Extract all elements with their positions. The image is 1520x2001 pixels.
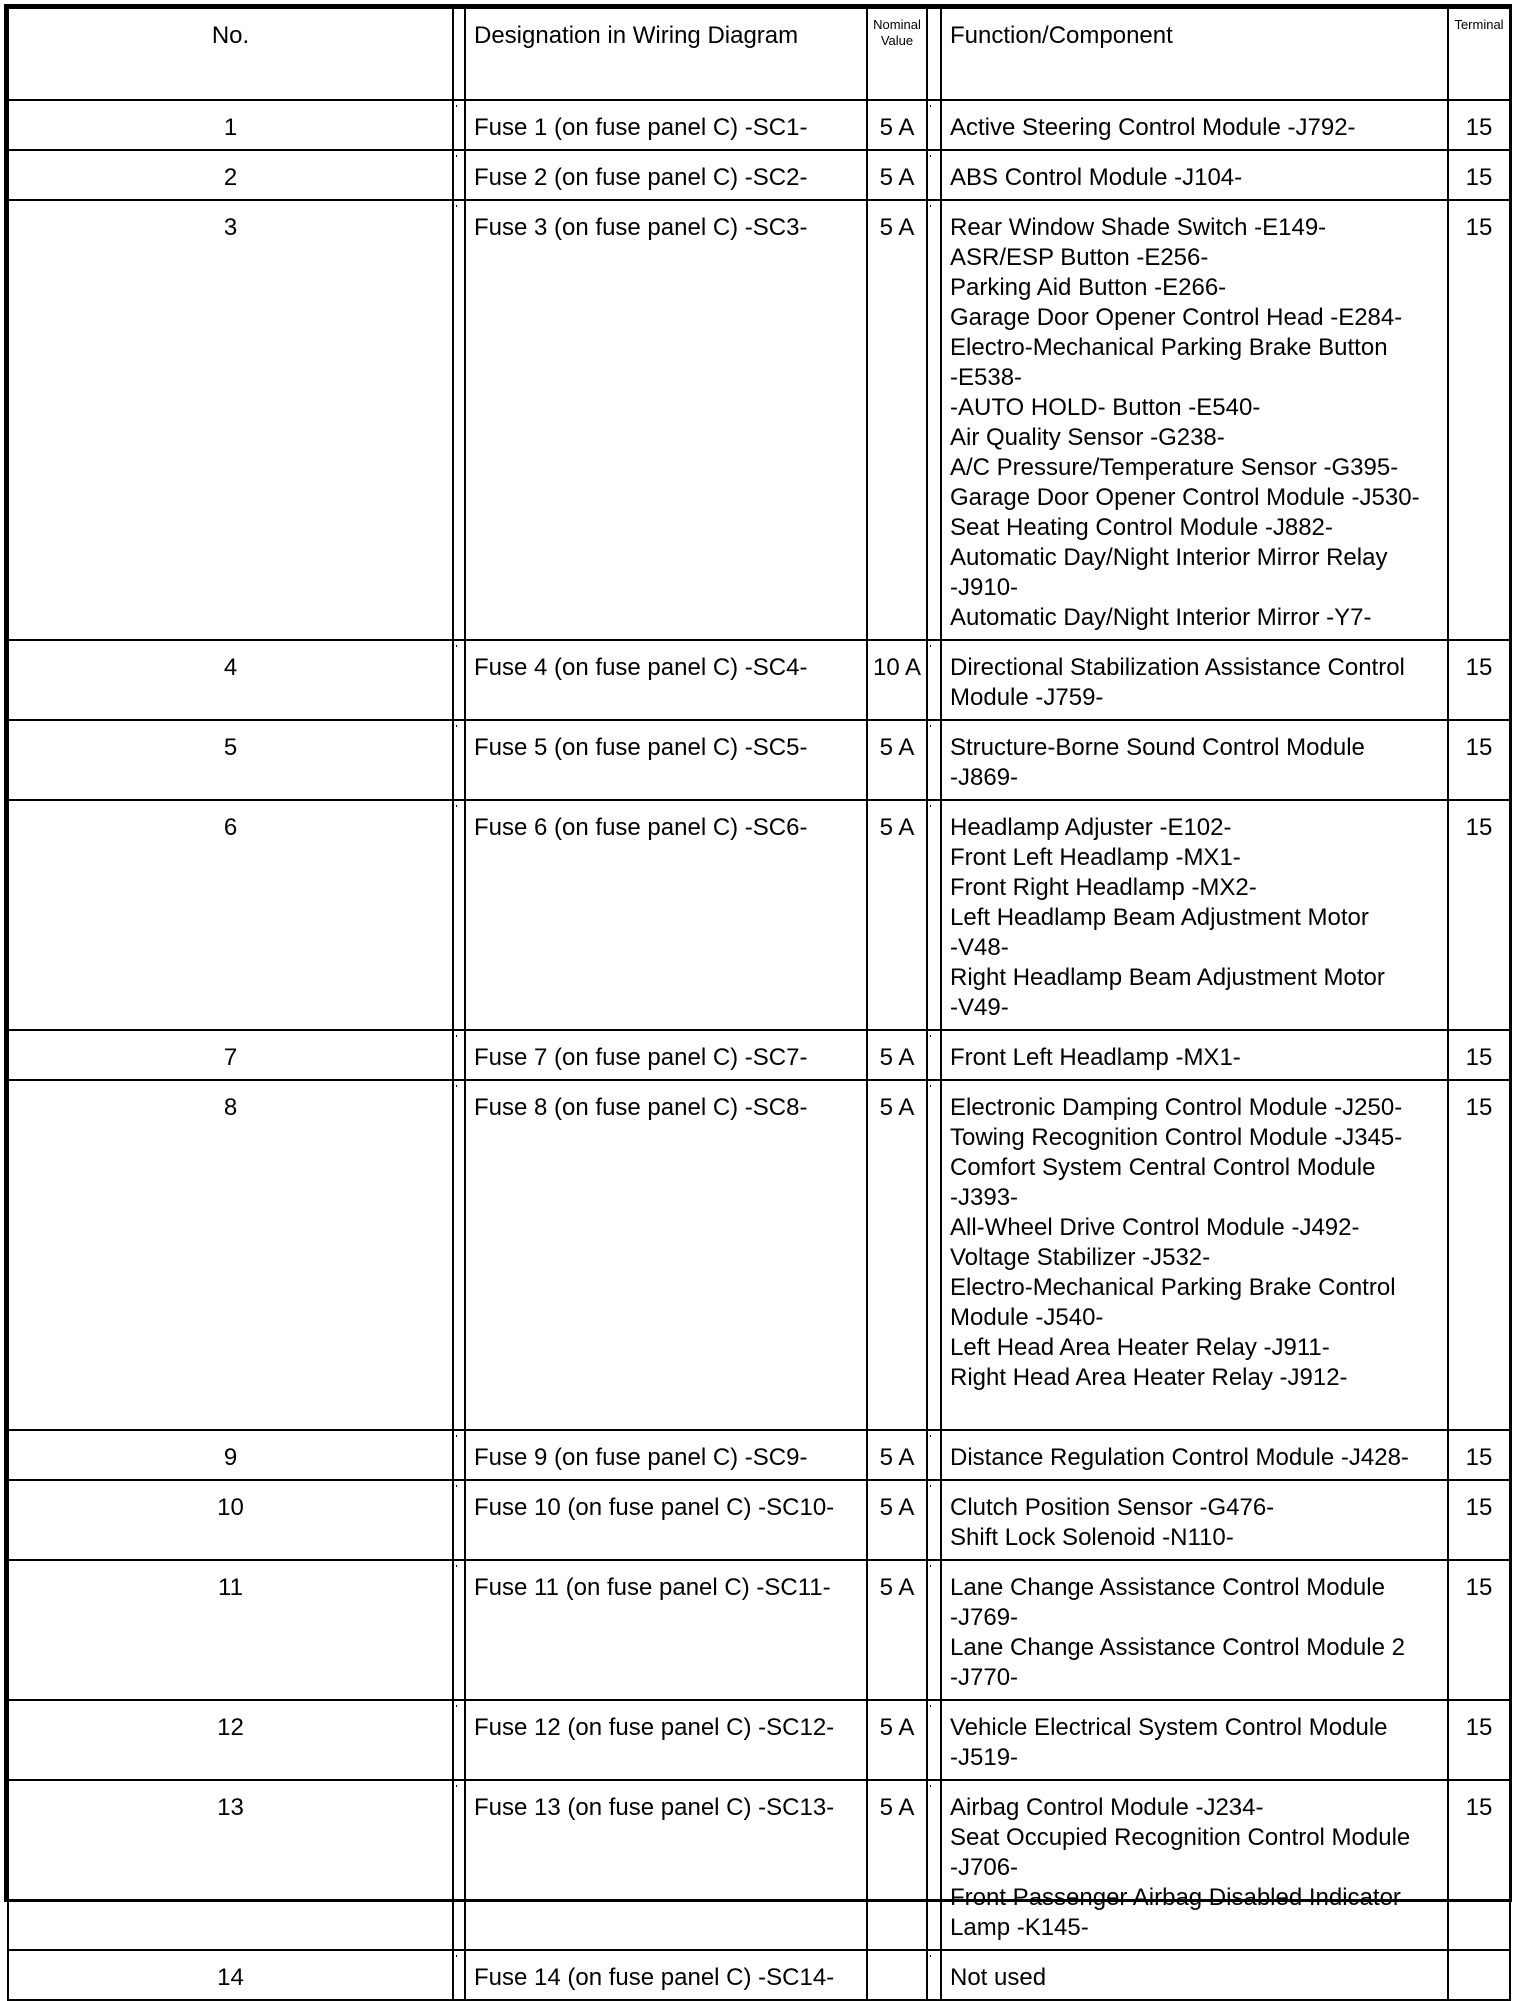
- designation-cell: Fuse 6 (on fuse panel C) -SC6-: [465, 800, 867, 1030]
- function-line: Voltage Stabilizer -J532-: [950, 1244, 1211, 1271]
- table-row: [8, 1030, 1510, 1080]
- spacer-cell: [453, 640, 465, 720]
- row-number: 12: [8, 1700, 453, 1780]
- spacer-cell: [453, 720, 465, 800]
- function-cell: [941, 1080, 1448, 1430]
- tick-mark: [930, 1085, 931, 1087]
- tick-mark: [456, 1705, 457, 1707]
- function-line: Lane Change Assistance Control Module 2: [950, 1634, 1405, 1661]
- terminal-cell: 15: [1448, 720, 1510, 800]
- nominal-value-cell: 5 A: [867, 720, 927, 800]
- function-line: -J706-: [950, 1854, 1019, 1881]
- spacer-cell: [453, 1560, 465, 1700]
- function-line: Garage Door Opener Control Module -J530-: [950, 484, 1420, 511]
- spacer-cell: [927, 1080, 941, 1430]
- function-line: Front Left Headlamp -MX1-: [950, 844, 1241, 871]
- header-designation: Designation in Wiring Diagram: [465, 8, 867, 100]
- function-line: Front Passenger Airbag Disabled Indicator: [950, 1884, 1401, 1911]
- spacer-cell: [453, 1030, 465, 1080]
- function-line: Comfort System Central Control Module: [950, 1154, 1376, 1181]
- nominal-value-cell: 5 A: [867, 1430, 927, 1480]
- function-line: Rear Window Shade Switch -E149-: [950, 214, 1327, 241]
- tick-mark: [930, 105, 931, 107]
- function-cell: [941, 1780, 1448, 1950]
- terminal-cell: 15: [1448, 150, 1510, 200]
- function-line: Front Left Headlamp -MX1-: [950, 1044, 1241, 1071]
- tick-mark: [456, 1565, 457, 1567]
- table-row: [8, 800, 1510, 1030]
- spacer-cell: [453, 1780, 465, 1950]
- table-body: [8, 100, 1510, 2000]
- table-row: [8, 720, 1510, 800]
- nominal-value-cell: 10 A: [867, 640, 927, 720]
- tick-mark: [456, 105, 457, 107]
- nominal-value-cell: 5 A: [867, 1030, 927, 1080]
- header-gap: [453, 8, 465, 100]
- function-cell: [941, 100, 1448, 150]
- terminal-cell: 15: [1448, 1080, 1510, 1430]
- tick-mark: [930, 645, 931, 647]
- tick-mark: [930, 805, 931, 807]
- function-line: Active Steering Control Module -J792-: [950, 114, 1356, 141]
- terminal-cell: 15: [1448, 640, 1510, 720]
- spacer-cell: [453, 1430, 465, 1480]
- table-row: [8, 1780, 1510, 1950]
- spacer-cell: [453, 200, 465, 640]
- designation-cell: Fuse 11 (on fuse panel C) -SC11-: [465, 1560, 867, 1700]
- tick-mark: [930, 1785, 931, 1787]
- row-number: 7: [8, 1030, 453, 1080]
- tick-mark: [456, 805, 457, 807]
- nominal-value-cell: 5 A: [867, 200, 927, 640]
- function-cell: [941, 1480, 1448, 1560]
- row-number: 11: [8, 1560, 453, 1700]
- row-number: 2: [8, 150, 453, 200]
- table-row: [8, 1560, 1510, 1700]
- nominal-value-cell: 5 A: [867, 800, 927, 1030]
- function-line: -AUTO HOLD- Button -E540-: [950, 394, 1261, 421]
- nominal-value-cell: 5 A: [867, 1480, 927, 1560]
- nominal-value-cell: 5 A: [867, 150, 927, 200]
- function-line: Automatic Day/Night Interior Mirror Relay: [950, 544, 1388, 571]
- function-line: -J869-: [950, 764, 1019, 791]
- spacer-cell: [453, 100, 465, 150]
- tick-mark: [456, 1485, 457, 1487]
- table-row: [8, 1430, 1510, 1480]
- row-number: 14: [8, 1950, 453, 2000]
- designation-cell: Fuse 13 (on fuse panel C) -SC13-: [465, 1780, 867, 1950]
- nominal-value-cell: 5 A: [867, 1560, 927, 1700]
- tick-mark: [456, 1085, 457, 1087]
- row-number: 10: [8, 1480, 453, 1560]
- function-line: Distance Regulation Control Module -J428-: [950, 1444, 1409, 1471]
- function-cell: [941, 800, 1448, 1030]
- spacer-cell: [927, 100, 941, 150]
- fuse-table: [7, 7, 1511, 2001]
- table-row: [8, 100, 1510, 150]
- table-row: [8, 640, 1510, 720]
- row-number: 5: [8, 720, 453, 800]
- function-cell: [941, 640, 1448, 720]
- function-line: Left Head Area Heater Relay -J911-: [950, 1334, 1330, 1361]
- function-line: -V49-: [950, 994, 1009, 1021]
- function-line: Module -J759-: [950, 684, 1104, 711]
- designation-cell: Fuse 4 (on fuse panel C) -SC4-: [465, 640, 867, 720]
- function-cell: [941, 1030, 1448, 1080]
- designation-cell: Fuse 5 (on fuse panel C) -SC5-: [465, 720, 867, 800]
- function-line: ASR/ESP Button -E256-: [950, 244, 1209, 271]
- tick-mark: [930, 1565, 931, 1567]
- spacer-cell: [453, 1700, 465, 1780]
- function-line: Electro-Mechanical Parking Brake Button: [950, 334, 1388, 361]
- function-line: All-Wheel Drive Control Module -J492-: [950, 1214, 1360, 1241]
- tick-mark: [456, 1785, 457, 1787]
- function-line: Right Head Area Heater Relay -J912-: [950, 1364, 1348, 1391]
- function-line: -J910-: [950, 574, 1019, 601]
- table-row: [8, 1700, 1510, 1780]
- nominal-value-cell: 5 A: [867, 1780, 927, 1950]
- spacer-cell: [927, 150, 941, 200]
- header-gap: [927, 8, 941, 100]
- row-number: 3: [8, 200, 453, 640]
- function-line: -J770-: [950, 1664, 1019, 1691]
- function-line: -E538-: [950, 364, 1023, 391]
- tick-mark: [930, 725, 931, 727]
- function-cell: [941, 1700, 1448, 1780]
- function-line: Electronic Damping Control Module -J250-: [950, 1094, 1403, 1121]
- tick-mark: [930, 155, 931, 157]
- spacer-cell: [927, 1430, 941, 1480]
- function-line: Airbag Control Module -J234-: [950, 1794, 1264, 1821]
- terminal-cell: 15: [1448, 100, 1510, 150]
- row-number: 13: [8, 1780, 453, 1950]
- spacer-cell: [927, 800, 941, 1030]
- function-line: Left Headlamp Beam Adjustment Motor: [950, 904, 1369, 931]
- function-line: Structure-Borne Sound Control Module: [950, 734, 1365, 761]
- spacer-cell: [453, 1080, 465, 1430]
- table-row: [8, 1480, 1510, 1560]
- row-number: 6: [8, 800, 453, 1030]
- function-line: -V48-: [950, 934, 1009, 961]
- function-line: Lamp -K145-: [950, 1914, 1089, 1941]
- function-line: -J393-: [950, 1184, 1019, 1211]
- tick-mark: [930, 1705, 931, 1707]
- function-line: Front Right Headlamp -MX2-: [950, 874, 1257, 901]
- function-line: Directional Stabilization Assistance Control: [950, 654, 1405, 681]
- designation-cell: Fuse 1 (on fuse panel C) -SC1-: [465, 100, 867, 150]
- designation-cell: Fuse 8 (on fuse panel C) -SC8-: [465, 1080, 867, 1430]
- spacer-cell: [927, 200, 941, 640]
- function-line: Air Quality Sensor -G238-: [950, 424, 1225, 451]
- header-nominal: Nominal Value: [867, 8, 927, 100]
- terminal-cell: [1448, 1950, 1510, 2000]
- function-line: Lane Change Assistance Control Module: [950, 1574, 1385, 1601]
- function-cell: [941, 720, 1448, 800]
- nominal-value-cell: [867, 1950, 927, 2000]
- function-cell: [941, 1560, 1448, 1700]
- function-line: A/C Pressure/Temperature Sensor -G395-: [950, 454, 1399, 481]
- spacer-cell: [927, 1950, 941, 2000]
- nominal-value-cell: 5 A: [867, 1080, 927, 1430]
- function-line: Electro-Mechanical Parking Brake Control: [950, 1274, 1396, 1301]
- function-line: Automatic Day/Night Interior Mirror -Y7-: [950, 604, 1372, 631]
- function-line: Parking Aid Button -E266-: [950, 274, 1227, 301]
- tick-mark: [456, 1955, 457, 1957]
- tick-mark: [456, 1035, 457, 1037]
- terminal-cell: 15: [1448, 800, 1510, 1030]
- function-line: [950, 1393, 1441, 1423]
- function-line: -J769-: [950, 1604, 1019, 1631]
- header-terminal: Terminal: [1448, 8, 1510, 100]
- function-line: ABS Control Module -J104-: [950, 164, 1243, 191]
- terminal-cell: 15: [1448, 200, 1510, 640]
- function-line: Towing Recognition Control Module -J345-: [950, 1124, 1403, 1151]
- spacer-cell: [927, 1030, 941, 1080]
- table-row: [8, 200, 1510, 640]
- terminal-cell: 15: [1448, 1560, 1510, 1700]
- spacer-cell: [453, 800, 465, 1030]
- header-row: [8, 8, 1510, 100]
- function-line: Garage Door Opener Control Head -E284-: [950, 304, 1403, 331]
- row-number: 4: [8, 640, 453, 720]
- table-row: [8, 1950, 1510, 2000]
- function-line: Shift Lock Solenoid -N110-: [950, 1524, 1234, 1551]
- spacer-cell: [927, 1560, 941, 1700]
- header-no: No.: [8, 8, 453, 100]
- function-cell: [941, 200, 1448, 640]
- tick-mark: [930, 205, 931, 207]
- row-number: 1: [8, 100, 453, 150]
- tick-mark: [456, 645, 457, 647]
- terminal-cell: 15: [1448, 1780, 1510, 1950]
- designation-cell: Fuse 9 (on fuse panel C) -SC9-: [465, 1430, 867, 1480]
- terminal-cell: 15: [1448, 1430, 1510, 1480]
- spacer-cell: [927, 720, 941, 800]
- function-line: Not used: [950, 1964, 1047, 1991]
- table-row: [8, 150, 1510, 200]
- spacer-cell: [927, 1700, 941, 1780]
- function-line: Seat Occupied Recognition Control Module: [950, 1824, 1411, 1851]
- terminal-cell: 15: [1448, 1480, 1510, 1560]
- spacer-cell: [927, 1780, 941, 1950]
- designation-cell: Fuse 12 (on fuse panel C) -SC12-: [465, 1700, 867, 1780]
- spacer-cell: [453, 1480, 465, 1560]
- tick-mark: [456, 155, 457, 157]
- spacer-cell: [453, 1950, 465, 2000]
- header-function: Function/Component: [941, 8, 1448, 100]
- designation-cell: Fuse 7 (on fuse panel C) -SC7-: [465, 1030, 867, 1080]
- tick-mark: [930, 1485, 931, 1487]
- row-number: 9: [8, 1430, 453, 1480]
- function-cell: [941, 150, 1448, 200]
- function-line: Vehicle Electrical System Control Module: [950, 1714, 1388, 1741]
- terminal-cell: 15: [1448, 1700, 1510, 1780]
- tick-mark: [930, 1435, 931, 1437]
- tick-mark: [456, 725, 457, 727]
- function-line: Right Headlamp Beam Adjustment Motor: [950, 964, 1385, 991]
- tick-mark: [930, 1955, 931, 1957]
- function-line: Clutch Position Sensor -G476-: [950, 1494, 1275, 1521]
- nominal-value-cell: 5 A: [867, 100, 927, 150]
- function-line: -J519-: [950, 1744, 1019, 1771]
- function-cell: [941, 1430, 1448, 1480]
- designation-cell: Fuse 3 (on fuse panel C) -SC3-: [465, 200, 867, 640]
- function-line: Module -J540-: [950, 1304, 1104, 1331]
- tick-mark: [456, 205, 457, 207]
- terminal-cell: 15: [1448, 1030, 1510, 1080]
- designation-cell: Fuse 14 (on fuse panel C) -SC14-: [465, 1950, 867, 2000]
- table-row: [8, 1080, 1510, 1430]
- spacer-cell: [927, 1480, 941, 1560]
- designation-cell: Fuse 2 (on fuse panel C) -SC2-: [465, 150, 867, 200]
- function-line: Seat Heating Control Module -J882-: [950, 514, 1333, 541]
- tick-mark: [930, 1035, 931, 1037]
- designation-cell: Fuse 10 (on fuse panel C) -SC10-: [465, 1480, 867, 1560]
- tick-mark: [456, 1435, 457, 1437]
- spacer-cell: [927, 640, 941, 720]
- function-cell: [941, 1950, 1448, 2000]
- nominal-value-cell: 5 A: [867, 1700, 927, 1780]
- row-number: 8: [8, 1080, 453, 1430]
- spacer-cell: [453, 150, 465, 200]
- function-line: Headlamp Adjuster -E102-: [950, 814, 1232, 841]
